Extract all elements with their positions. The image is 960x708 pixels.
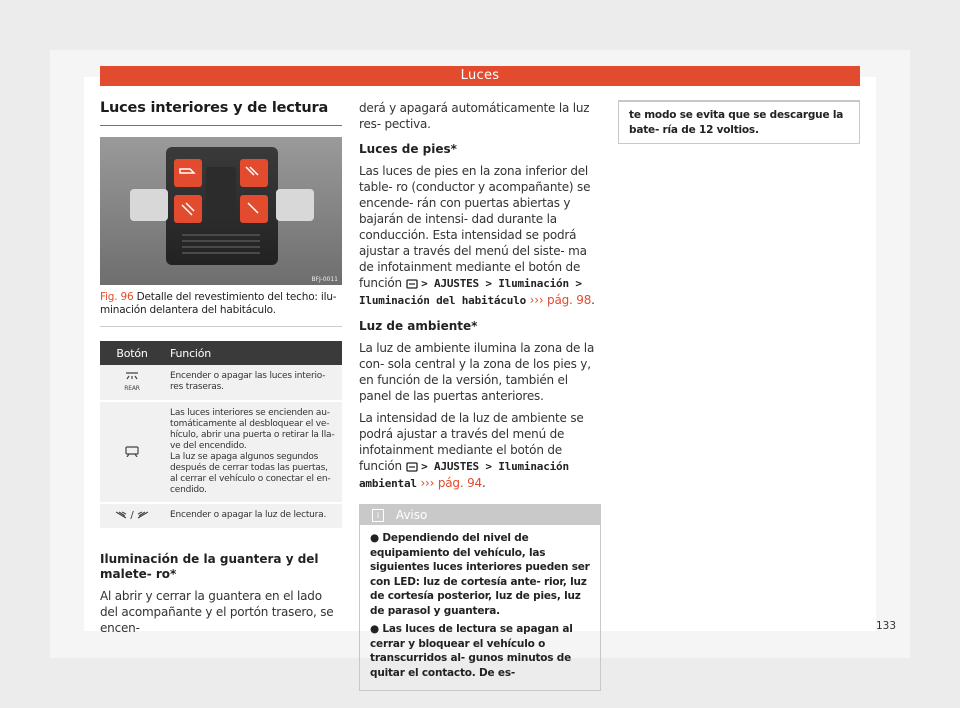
function-table	[100, 341, 342, 530]
page-reference[interactable]: ››› pág. 98	[529, 293, 592, 307]
paragraph-text: Las luces de pies en la zona inferior del table- ro (conductor y acompañante) se encende- rán con puertas abiertas y bajarán de intensi- dad durante la conducción. Esta intensidad se podrá ajustar a través del menú del siste- ma de infotainment mediante el botón de función	[359, 164, 591, 290]
figure-caption-text: Detalle del revestimiento del techo: ilu- minación delantera del habitáculo.	[100, 291, 337, 316]
reading-light-left-icon	[114, 510, 128, 520]
subheading-foot-lights: Luces de pies*	[359, 142, 457, 156]
table-cell-icon	[100, 503, 164, 529]
chapter-header: Luces	[100, 66, 860, 86]
notice-title: Aviso	[395, 508, 428, 522]
reading-light-right-icon	[136, 510, 150, 520]
paragraph-ambient-intensity: La intensidad de la luz de ambiente se podrá ajustar a través del menú de infotainment mediante el botón de función > AJUSTES > Iluminación ambiental ››› pág. 94.	[359, 411, 584, 490]
door-light-icon	[124, 445, 140, 457]
function-button-icon	[406, 279, 418, 289]
paragraph-text: La intensidad de la luz de ambiente se podrá ajustar a través del menú de infotainment mediante el botón de función	[359, 411, 584, 473]
column-middle	[359, 98, 601, 691]
table-row	[100, 503, 342, 529]
notice-box-continued	[618, 100, 860, 144]
roof-console-illustration	[100, 137, 342, 285]
subheading-glovebox: Iluminación de la guantera y del malete- ro*	[100, 551, 319, 581]
table-header-function: Función	[164, 341, 342, 365]
table-cell-function: Encender o apagar las luces interio- res traseras.	[164, 365, 342, 401]
paragraph: Al abrir y cerrar la guantera en el lado del acompañante y el portón trasero, se encen-	[100, 588, 334, 635]
figure-label: Fig. 96	[100, 291, 134, 303]
notice-bullet: ● Dependiendo del nivel de equipamiento del vehículo, las siguientes luces interiores pueden ser con LED: luz de cortesía ante- rior, luz de cortesía posterior, luz de pies, luz de parasol y guantera.	[370, 532, 590, 617]
figure-caption	[100, 291, 342, 327]
table-cell-text: Las luces interiores se encienden au- tomáticamente al desbloquear el ve- hículo, abrir una puerta o retirar la lla- ve del encendido.	[170, 407, 335, 451]
rear-light-icon	[124, 371, 140, 381]
notice-header	[360, 505, 600, 525]
table-cell-text: La luz se apaga algunos segundos después de cerrar todas las puertas, al cerrar el vehículo o conectar el en- cendido.	[170, 451, 331, 495]
function-button-icon	[406, 462, 418, 472]
photo-ref-code: BFJ-0011	[311, 276, 338, 283]
table-cell-icon	[100, 365, 164, 401]
icon-separator: /	[130, 509, 134, 521]
table-row	[100, 365, 342, 401]
column-left	[100, 98, 342, 636]
notice-box	[359, 504, 601, 691]
table-header-row	[100, 341, 342, 365]
roof-console-photo	[100, 137, 342, 285]
section-title: Luces interiores y de lectura	[100, 100, 342, 126]
column-right	[618, 98, 860, 144]
paragraph-foot-lights: Las luces de pies en la zona inferior del table- ro (conductor y acompañante) se encende- rán con puertas abiertas y bajarán de intensi- dad durante la conducción. Esta intensidad se podrá ajustar a través del menú del siste- ma de infotainment mediante el botón de función > AJUSTES > Iluminación > Iluminación del habitáculo ››› pág. 98.	[359, 164, 595, 307]
page-number: 133	[875, 620, 896, 632]
table-cell-function	[164, 401, 342, 503]
table-cell-function: Encender o apagar la luz de lectura.	[164, 503, 342, 529]
paragraph: La luz de ambiente ilumina la zona de la con- sola central y la zona de los pies y, en función de la versión, también el panel de las puertas anteriores.	[359, 341, 595, 403]
notice-body	[360, 525, 600, 690]
paragraph: derá y apagará automáticamente la luz res- pectiva.	[359, 101, 590, 131]
page-reference[interactable]: ››› pág. 94	[420, 476, 482, 490]
menu-path: > AJUSTES > Iluminación > Iluminación del habitáculo	[359, 277, 582, 307]
notice-bullet: ● Las luces de lectura se apagan al cerrar y bloquear el vehículo o transcurridos al- gunos minutos de quitar el contacto. De es-	[370, 623, 573, 679]
info-icon: i	[372, 509, 384, 522]
menu-path: > AJUSTES > Iluminación ambiental	[359, 460, 569, 490]
subheading-ambient-light: Luz de ambiente*	[359, 319, 478, 333]
table-cell-icon	[100, 401, 164, 503]
notice-body-continued: te modo se evita que se descargue la bate- ría de 12 voltios.	[629, 109, 844, 136]
table-row	[100, 401, 342, 503]
rear-label: REAR	[124, 384, 140, 392]
table-header-button: Botón	[100, 341, 164, 365]
